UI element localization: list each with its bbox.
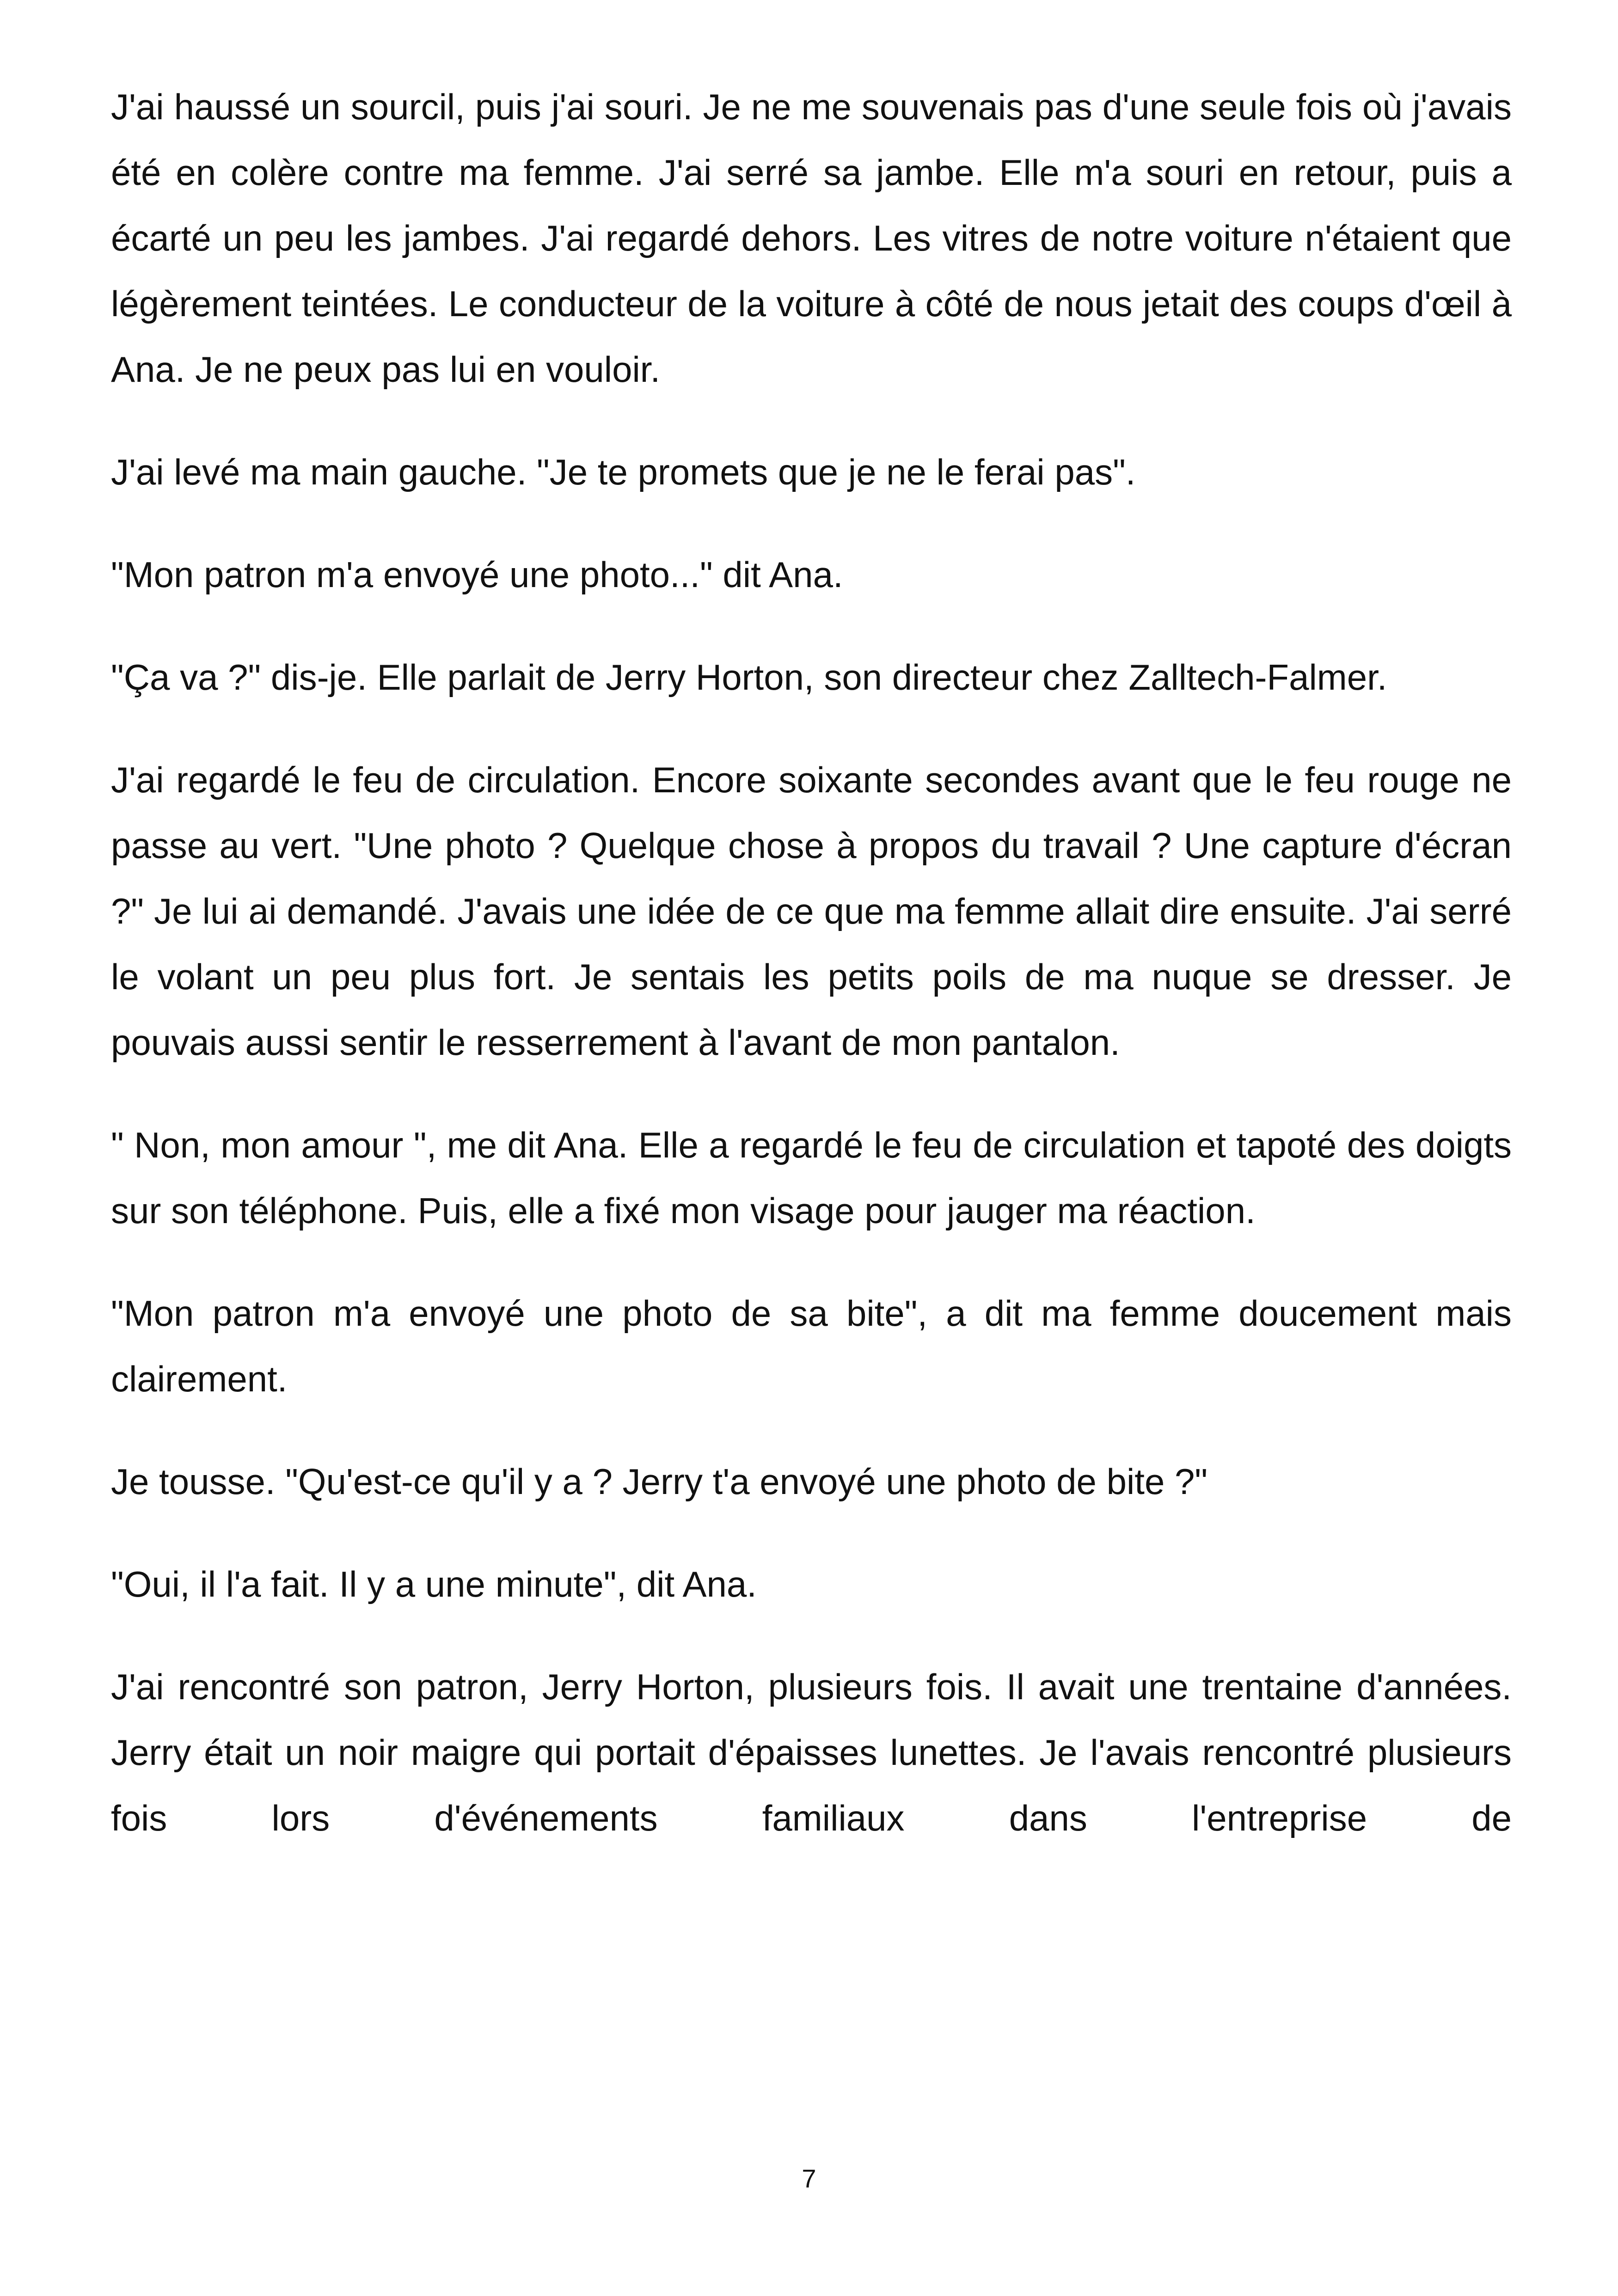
- paragraph: " Non, mon amour ", me dit Ana. Elle a regardé le feu de circulation et tapoté des doigts sur son téléphone. Puis, elle a fixé mon visage pour jauger ma réaction.: [111, 1125, 1512, 1231]
- paragraph: "Ça va ?" dis-je. Elle parlait de Jerry Horton, son directeur chez Zalltech-Falmer.: [111, 657, 1387, 698]
- paragraph: J'ai rencontré son patron, Jerry Horton, plusieurs fois. Il avait une trentaine d'années. Jerry était un noir maigre qui portait d'épaisses lunettes. Je l'avais rencontré plusieurs fois lors d'événements familiaux dans l'entreprise de: [111, 1666, 1512, 1838]
- paragraph: "Oui, il l'a fait. Il y a une minute", dit Ana.: [111, 1564, 757, 1604]
- page-number: 7: [802, 2164, 816, 2193]
- paragraph: "Mon patron m'a envoyé une photo..." dit Ana.: [111, 554, 843, 595]
- paragraph: J'ai regardé le feu de circulation. Encore soixante secondes avant que le feu rouge ne passe au vert. "Une photo ? Quelque chose à propos du travail ? Une capture d'écran ?" Je lui ai demandé. J'avais une idée de ce que ma femme allait dire ensuite. J'ai serré le volant un peu plus fort. Je sentais les petits poils de ma nuque se dresser. Je pouvais aussi sentir le resserrement à l'avant de mon pantalon.: [111, 759, 1512, 1063]
- paragraph: "Mon patron m'a envoyé une photo de sa bite", a dit ma femme doucement mais clairement.: [111, 1293, 1512, 1399]
- paragraph: J'ai haussé un sourcil, puis j'ai souri. Je ne me souvenais pas d'une seule fois où j'avais été en colère contre ma femme. J'ai serré sa jambe. Elle m'a souri en retour, puis a écarté un peu les jambes. J'ai regardé dehors. Les vitres de notre voiture n'étaient que légèrement teintées. Le conducteur de la voiture à côté de nous jetait des coups d'œil à Ana. Je ne peux pas lui en vouloir.: [111, 86, 1512, 390]
- paragraph: Je tousse. "Qu'est-ce qu'il y a ? Jerry t'a envoyé une photo de bite ?": [111, 1461, 1208, 1502]
- body-text: [111, 74, 1512, 1851]
- paragraph: J'ai levé ma main gauche. "Je te promets que je ne le ferai pas".: [111, 452, 1136, 492]
